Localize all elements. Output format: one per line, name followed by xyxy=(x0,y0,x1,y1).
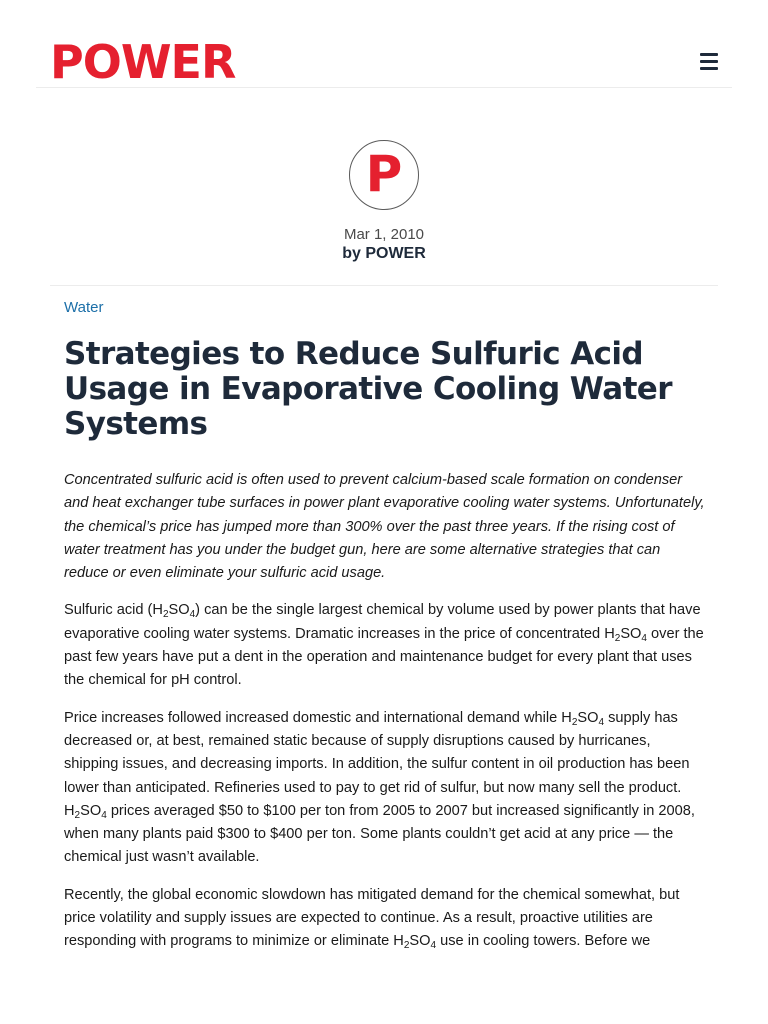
site-header xyxy=(36,0,732,88)
menu-bar-bottom xyxy=(700,67,718,70)
hamburger-menu-icon[interactable] xyxy=(700,53,718,71)
article-lede: Concentrated sulfuric acid is often used to prevent calcium-based scale formation on condenser and heat exchanger tube surfaces in power plant evaporative cooling water systems. Unfortunately, the chemical’s price has jumped more than 300% over the past three years. If the rising cost of water treatment has you under the budget gun, here are some alternative strategies that can reduce or even eliminate your sulfuric acid usage. xyxy=(64,472,705,582)
bottom-fade xyxy=(0,975,768,1024)
author-block xyxy=(0,140,768,264)
menu-bar-top xyxy=(700,53,718,56)
article-body xyxy=(64,469,706,968)
author-byline[interactable]: by POWER xyxy=(342,245,426,262)
article-title: Strategies to Reduce Sulfuric Acid Usage in Evaporative Cooling Water Systems xyxy=(64,336,672,442)
paragraph-1: Sulfuric acid $(H_2SO_4)$ can be the single largest chemical by volume used by power plants that have evaporative cooling water systems. Dramatic increases in the price of concentrated $H_2SO_4$ over the past few years have put a dent in the operation and maintenance budget for every plant that uses the chemical for pH control. xyxy=(64,602,704,689)
avatar-p-logo-icon: P xyxy=(365,145,403,203)
paragraph-3: Recently, the global economic slowdown has mitigated demand for the chemical somewhat, but price volatility and supply issues are expected to continue. As a result, proactive utilities are responding with programs to minimize or eliminate $H_2SO_4$ use in cooling towers. Before we xyxy=(64,886,680,952)
author-avatar[interactable] xyxy=(349,140,419,210)
power-logo[interactable]: POWER xyxy=(50,35,236,89)
category-link[interactable]: Water xyxy=(64,299,104,316)
divider xyxy=(50,285,718,286)
paragraph-2: Price increases followed increased domestic and international demand while $H_2SO_4$ supply has decreased or, at best, remained static because of supply disruptions caused by hurricanes, shipping issues, and decreasing imports. In addition, the sulfur content in oil production has been lower than anticipated. Refineries used to pay to get rid of sulfur, but now many sell the product. $H_2SO_4$ prices averaged $50 to $100 per ton from 2005 to 2007 but increased significantly in 2008, when many plants paid $300 to $400 per ton. Some plants couldn’t get acid at any price — the chemical just wasn’t available. xyxy=(64,709,695,866)
menu-bar-middle xyxy=(700,60,718,63)
publish-date: Mar 1, 2010 xyxy=(343,226,425,243)
